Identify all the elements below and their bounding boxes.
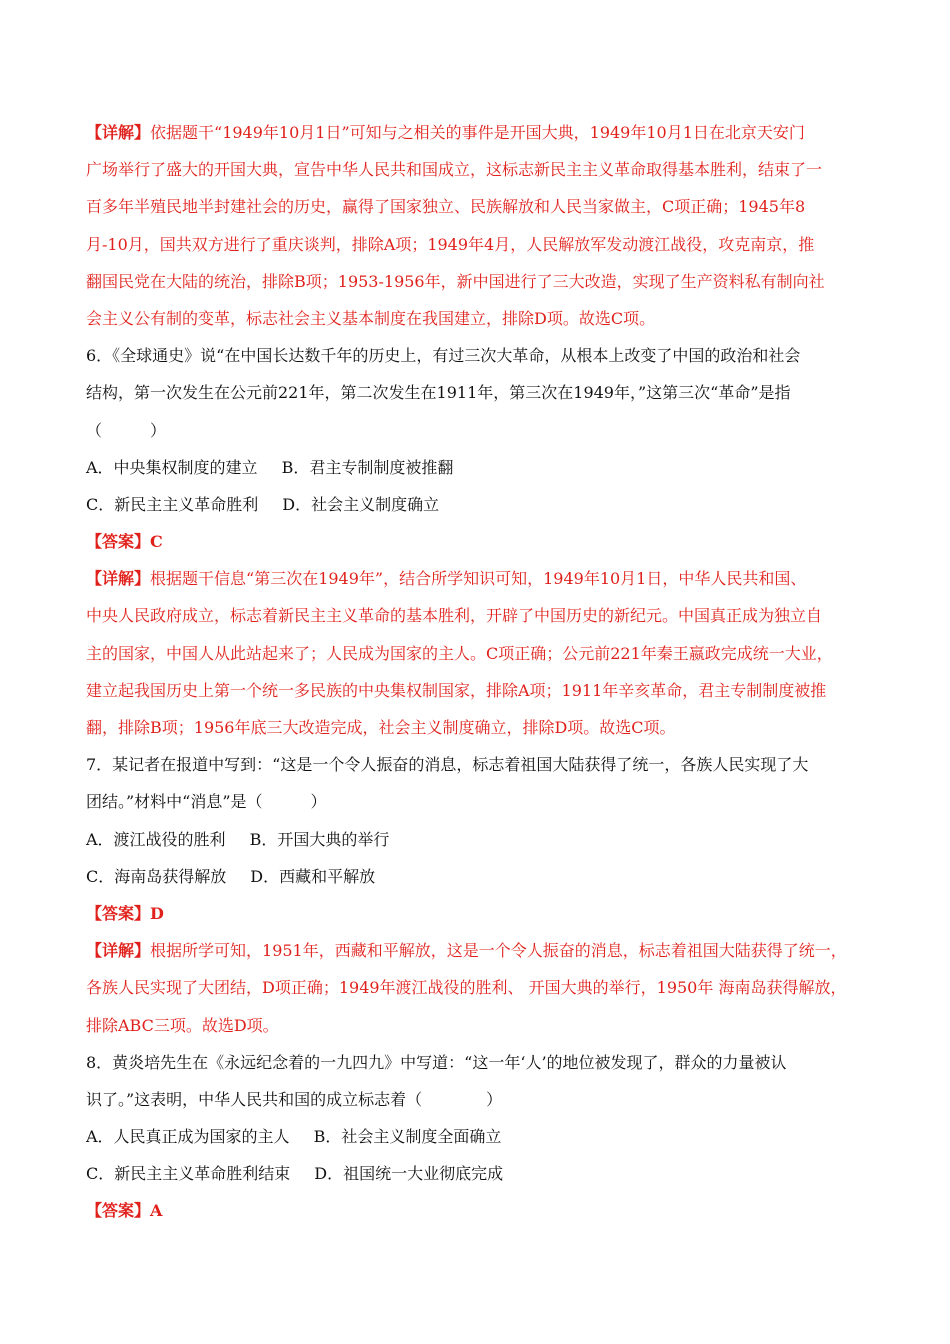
question-stem-line: 团结。”材料中“消息”是（ ） <box>86 792 327 812</box>
option-c: C．海南岛获得解放 <box>86 866 227 886</box>
question-6 <box>86 337 876 746</box>
detail-line: 月-10月，国共双方进行了重庆谈判，排除A项；1949年4月，人民解放军发动渡江战役，攻克南京，推 <box>86 234 815 254</box>
options-row <box>86 486 876 523</box>
option-c: C．新民主主义革命胜利 <box>86 494 259 514</box>
answer-label: 【答案】 <box>86 1201 151 1221</box>
answer-label: 【答案】 <box>86 903 151 923</box>
detail-line: 翻国民党在大陆的统治，排除B项；1953-1956年，新中国进行了三大改造，实现了生产资料私有制向社 <box>86 271 825 291</box>
detail-label: 【详解】 <box>86 941 151 961</box>
detail-line: 百多年半殖民地半封建社会的历史，赢得了国家独立、民族解放和人民当家做主，C项正确；1945年8 <box>86 197 806 217</box>
detail-line: 中央人民政府成立，标志着新民主主义革命的基本胜利，开辟了中国历史的新纪元。中国真正成为独立自 <box>86 606 823 626</box>
option-a: A．中央集权制度的建立 <box>86 457 258 477</box>
option-d: D．社会主义制度确立 <box>282 494 440 514</box>
q5-detail <box>86 114 876 337</box>
options-row <box>86 858 876 895</box>
answer-line <box>86 895 876 932</box>
detail-label: 【详解】 <box>86 569 151 589</box>
question-stem-line: 6．《全球通史》说“在中国长达数千年的历史上，有过三次大革命，从根本上改变了中国的政治和社会 <box>86 346 801 366</box>
detail-line: 主的国家，中国人从此站起来了；人民成为国家的主人。C项正确；公元前221年秦王嬴政完成统一大业， <box>86 643 833 663</box>
question-stem-line: （ ） <box>86 420 167 440</box>
question-stem-line: 结构，第一次发生在公元前221年，第二次发生在1911年，第三次在1949年，”这第三次“革命”是指 <box>86 383 791 403</box>
question-stem-line: 8．黄炎培先生在《永远纪念着的一九四九》中写道：“这一年‘人’的地位被发现了，群众的力量被认 <box>86 1052 787 1072</box>
option-d: D．祖国统一大业彻底完成 <box>314 1164 504 1184</box>
option-a: A．人民真正成为国家的主人 <box>86 1127 290 1147</box>
question-stem-line: 识了。”这表明，中华人民共和国的成立标志着（ ） <box>86 1089 503 1109</box>
option-b: B．社会主义制度全面确立 <box>313 1127 502 1147</box>
answer-value: C <box>150 532 163 552</box>
question-stem-line: 7．某记者在报道中写到：“这是一个令人振奋的消息，标志着祖国大陆获得了统一，各族人民实现了大 <box>86 755 809 775</box>
detail-line: 【详解】根据题干信息“第三次在1949年”，结合所学知识可知，1949年10月1日，中华人民共和国、 <box>86 569 807 589</box>
detail-line: 建立起我国历史上第一个统一多民族的中央集权制国家，排除A项；1911年辛亥革命，君主专制制度被推 <box>86 680 827 700</box>
document-page <box>86 114 876 1230</box>
detail-line: 广场举行了盛大的开国大典，宣告中华人民共和国成立，这标志新民主主义革命取得基本胜利，结束了一 <box>86 160 823 180</box>
option-d: D．西藏和平解放 <box>250 866 376 886</box>
options-row <box>86 449 876 486</box>
detail-line: 会主义公有制的变革，标志社会主义基本制度在我国建立，排除D项。故选C项。 <box>86 308 656 328</box>
answer-label: 【答案】 <box>86 532 151 552</box>
answer-value: A <box>150 1201 163 1221</box>
option-a: A．渡江战役的胜利 <box>86 829 226 849</box>
detail-line: 翻，排除B项；1956年底三大改造完成，社会主义制度确立，排除D项。故选C项。 <box>86 718 676 737</box>
detail-line: 各族人民实现了大团结，D项正确；1949年渡江战役的胜利、 开国大典的举行，1950年 海南岛获得解放， <box>86 978 847 998</box>
options-row <box>86 821 876 858</box>
option-c: C．新民主主义革命胜利结束 <box>86 1164 291 1184</box>
answer-line <box>86 1192 876 1229</box>
question-7 <box>86 746 876 1044</box>
detail-line: 【详解】依据题干“1949年10月1日”可知与之相关的事件是开国大典，1949年10月1日在北京天安门 <box>86 123 805 142</box>
detail-label: 【详解】 <box>86 123 151 142</box>
question-8 <box>86 1044 876 1230</box>
options-row <box>86 1155 876 1192</box>
answer-value: D <box>150 903 164 923</box>
answer-line <box>86 523 876 560</box>
option-b: B．开国大典的举行 <box>249 829 390 849</box>
detail-line: 【详解】根据所学可知，1951年，西藏和平解放，这是一个令人振奋的消息，标志着祖国大陆获得了统一， <box>86 941 847 961</box>
options-row <box>86 1118 876 1155</box>
detail-line: 排除ABC三项。故选D项。 <box>86 1015 279 1035</box>
option-b: B．君主专制制度被推翻 <box>281 457 454 477</box>
